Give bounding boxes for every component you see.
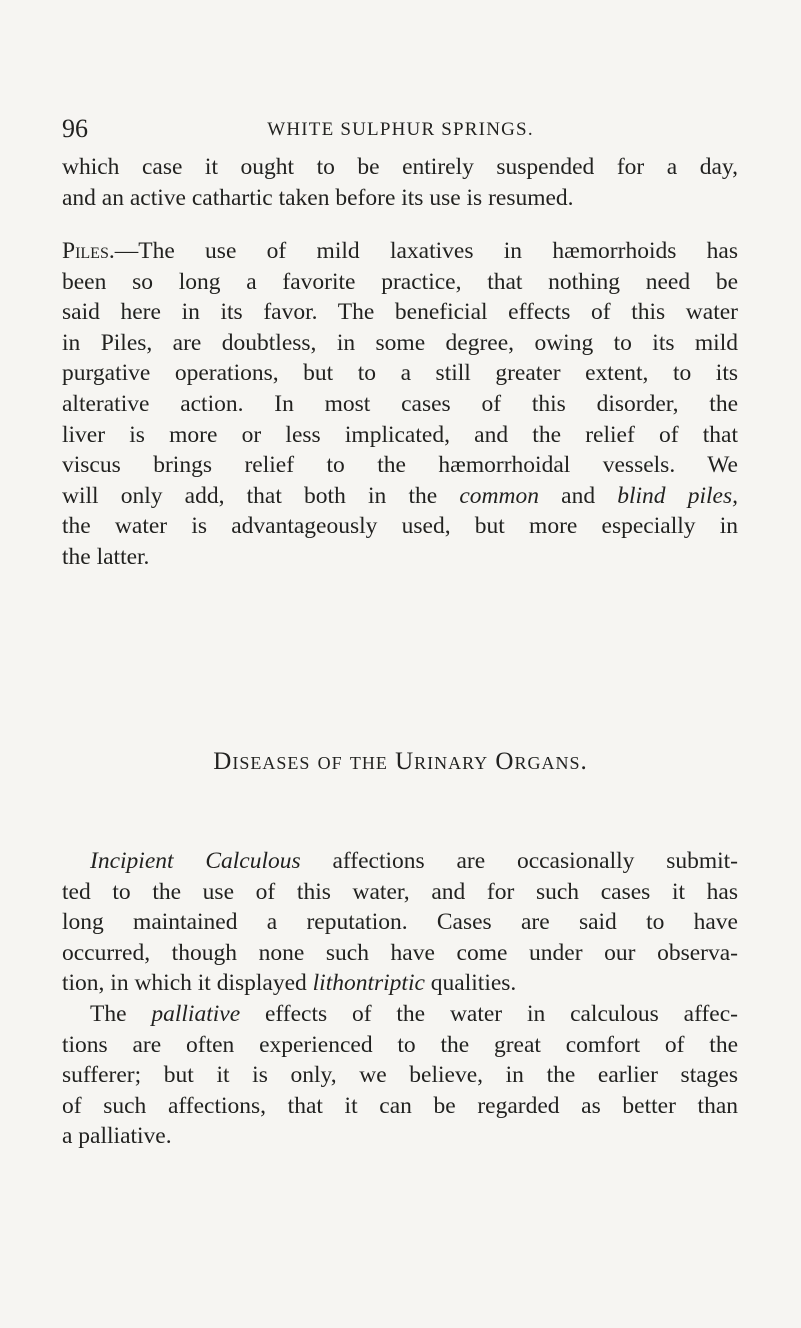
page-number: 96	[62, 114, 88, 143]
text-fragment: effects of the water in calculous affec-	[240, 1001, 738, 1027]
text-line: which case it ought to be entirely suspended for a day,	[62, 154, 738, 180]
text-line: viscus brings relief to the hæmorrhoidal vessels. We	[62, 452, 738, 479]
text-line: of such affections, that it can be regarded as better than	[62, 1092, 738, 1119]
text-line: said here in its favor. The beneficial effects of this water	[62, 299, 738, 326]
text-line: occurred, though none such have come under our observa-	[62, 939, 738, 966]
text-fragment: tion, in which it displayed	[62, 970, 313, 997]
text-line: been so long a favorite practice, that nothing need be	[62, 268, 738, 295]
text-line: in Piles, are doubtless, in some degree, owing to its mild	[62, 329, 738, 356]
continuation-paragraph	[62, 152, 738, 213]
italic-blind-piles: blind piles,	[617, 482, 738, 509]
text-line: long maintained a reputation. Cases are said to have	[62, 909, 738, 936]
piles-first-line: —The use of mild laxatives in hæmorrhoids has	[114, 238, 738, 264]
text-line: purgative operations, but to a still greater extent, to its	[62, 360, 738, 387]
text-line: sufferer; but it is only, we believe, in the earlier stages	[62, 1062, 738, 1089]
text-line: a palliative.	[62, 1123, 172, 1150]
text-line: tions are often experienced to the great comfort of the	[62, 1031, 738, 1058]
text-line: the latter.	[62, 543, 150, 570]
text-line: and an active cathartic taken before its use is resumed.	[62, 184, 574, 211]
text-fragment: qualities.	[424, 970, 517, 997]
text-line: ted to the use of this water, and for such cases it has	[62, 878, 738, 905]
text-fragment: affections are occasionally submit-	[300, 848, 738, 874]
text-line: alterative action. In most cases of this disorder, the	[62, 390, 738, 417]
italic-common: common	[459, 482, 539, 509]
italic-palliative: palliative	[151, 1001, 241, 1027]
text-line	[62, 968, 738, 999]
urinary-paragraph-2	[62, 999, 738, 1152]
section-heading: Diseases of the Urinary Organs.	[213, 748, 588, 775]
text-line	[62, 481, 738, 512]
text-line	[62, 846, 738, 877]
text-line	[62, 999, 738, 1030]
piles-lead: Piles.	[62, 238, 115, 264]
text-line: the water is advantageously used, but more especially in	[62, 513, 738, 540]
italic-lithontriptic: lithontriptic	[312, 970, 425, 997]
text-fragment: The	[90, 1001, 152, 1027]
italic-incipient-calculous: Incipient Calculous	[90, 848, 301, 874]
text-fragment: will only add, that both in the	[62, 482, 460, 509]
text-fragment: and	[538, 482, 618, 509]
urinary-paragraph-1	[62, 846, 738, 999]
text-line	[62, 236, 738, 267]
running-head: WHITE SULPHUR SPRINGS.	[267, 119, 534, 140]
text-line: liver is more or less implicated, and the relief of that	[62, 421, 738, 448]
piles-paragraph	[62, 236, 738, 573]
